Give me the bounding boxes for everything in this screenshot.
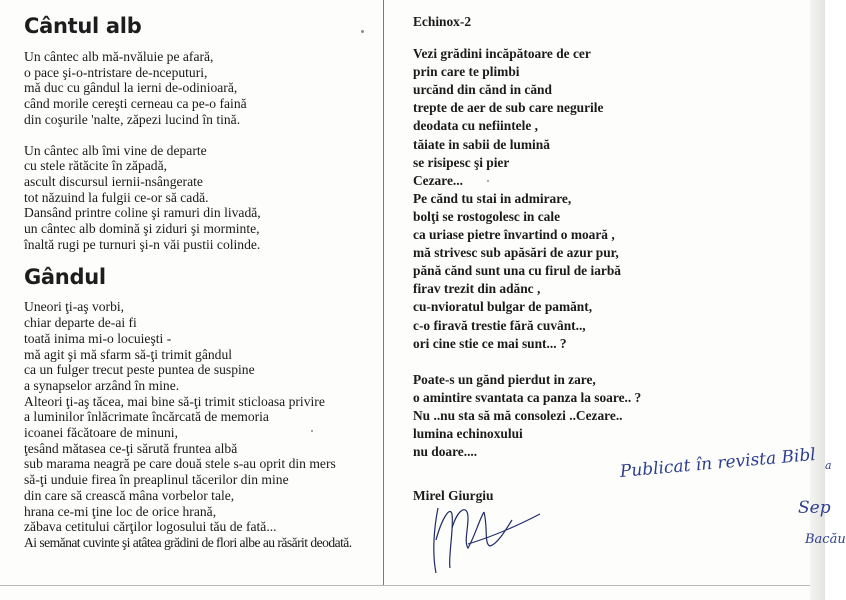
poem-line: o amintire svantata ca panza la soare.. ? bbox=[413, 389, 642, 405]
poem-line: firav trezit din adănc , bbox=[413, 281, 541, 297]
poem-line: înaltă rugi pe turnuri şi-n văi pustii colinde. bbox=[24, 236, 261, 252]
poem-line: tăiate in sabii de lumină bbox=[413, 136, 550, 152]
poem-line: să-ţi unduie firea în preaplinul tăcerilor din mine bbox=[24, 472, 289, 488]
poem-line: tot năzuind la fulgii ce-or să cadă. bbox=[24, 189, 209, 205]
poem-line: ori cine stie ce mai sunt... ? bbox=[413, 335, 567, 351]
poem-line: din coşurile 'nalte, zăpezi lucind în tină. bbox=[24, 111, 241, 127]
poem-line: Pe cănd tu stai in admirare, bbox=[413, 190, 572, 206]
poem-line: mă agit şi mă sfarm să-ţi trimit gândul bbox=[24, 346, 233, 362]
page-bottom-edge bbox=[0, 585, 825, 586]
poem-line: din care să crească mâna vorbelor tale, bbox=[24, 487, 235, 503]
poem-title-cantul-alb: Cântul alb bbox=[24, 14, 142, 38]
left-column bbox=[24, 14, 379, 551]
poem-line: Vezi grădini incăpătoare de cer bbox=[413, 46, 591, 62]
poem1-stanza1 bbox=[24, 49, 379, 128]
scan-speck bbox=[361, 30, 364, 33]
handwritten-line: Sep bbox=[798, 498, 831, 518]
poem-title-echinox: Echinox-2 bbox=[413, 14, 472, 29]
poem-line: trepte de aer de sub care negurile bbox=[413, 100, 604, 116]
handwritten-signature bbox=[428, 478, 548, 578]
scan-speck bbox=[311, 430, 313, 432]
poem-line: Ai semănat cuvinte şi atâtea grădini de flori albe au răsărit deodată. bbox=[24, 534, 352, 550]
poem-line: un cântec alb domină şi ziduri şi morminte, bbox=[24, 221, 260, 237]
poem-line: pănă cănd sunt una cu firul de iarbă bbox=[413, 263, 621, 279]
poem-line: Alteori ţi-aş tăcea, mai bine să-ţi trimit sticloasa privire bbox=[24, 393, 325, 409]
poem-line: a synapselor arzând în mine. bbox=[24, 377, 180, 393]
poem-line: zăbava cetitului cărţilor logosului tău de fată... bbox=[24, 519, 277, 535]
poem-line: Nu ..nu sta să mă consolezi ..Cezare.. bbox=[413, 407, 623, 423]
poem-line: ascult discursul iernii-nsângerate bbox=[24, 173, 203, 189]
poem-line: toată inima mi-o locuieşti - bbox=[24, 330, 172, 346]
poem-line: bolţi se rostogolesc in cale bbox=[413, 208, 561, 224]
scan-speck bbox=[487, 180, 489, 182]
poem-line: Uneori ţi-aş vorbi, bbox=[24, 299, 125, 315]
stanza-gap bbox=[413, 353, 713, 371]
poem-line: lumina echinoxului bbox=[413, 425, 523, 441]
poem-line: ţesând mătasea ce-ţi sărută fruntea albă bbox=[24, 440, 238, 456]
poem-line: Cezare... bbox=[413, 172, 463, 188]
poem-line: hrana ce-mi ţine loc de orice hrană, bbox=[24, 503, 217, 519]
poem-line: deodata cu nefiintele , bbox=[413, 118, 538, 134]
handwritten-line: Bacău bbox=[805, 532, 846, 547]
poem2-body bbox=[24, 299, 379, 550]
right-column bbox=[413, 13, 713, 505]
poem-line: mă duc cu gândul la ierni de-odinioară, bbox=[24, 80, 238, 96]
poem-line: urcănd din cănd in cănd bbox=[413, 82, 552, 98]
poem-line: Poate-s un gănd pierdut in zare, bbox=[413, 371, 596, 387]
poem-line: cu-nvioratul bulgar de pamănt, bbox=[413, 299, 593, 315]
handwritten-note bbox=[619, 444, 846, 547]
author-name: Mirel Giurgiu bbox=[413, 488, 494, 504]
poem-line: Un cântec alb mă-nvăluie pe afară, bbox=[24, 49, 214, 64]
poem-line: cu stele rătăcite în zăpadă, bbox=[24, 158, 168, 174]
poem-line: icoanei făcătoare de minuni, bbox=[24, 425, 178, 441]
poem-line: când morile cereşti cerneau ca pe-o faină bbox=[24, 96, 247, 112]
poem-line: a luminilor înlăcrimate încărcată de memoria bbox=[24, 409, 269, 425]
poem-line: c-o firavă trestie fără cuvânt.., bbox=[413, 317, 586, 333]
poem1-stanza2 bbox=[24, 143, 379, 253]
poem-line: se risipesc şi pier bbox=[413, 154, 510, 170]
poem-line: o pace şi-o-ntristare de-nceputuri, bbox=[24, 64, 208, 80]
poem-line: ca uriase pietre învartind o moară , bbox=[413, 227, 615, 243]
handwritten-mark: a bbox=[825, 459, 832, 472]
poem-line: prin care te plimbi bbox=[413, 64, 520, 80]
stanza-gap bbox=[24, 128, 379, 143]
poem-line: sub marama neagră pe care două stele s-au oprit din mers bbox=[24, 456, 336, 472]
poem-line: mă strivesc sub apăsări de azur pur, bbox=[413, 245, 619, 261]
poem-line: chiar departe de-ai fi bbox=[24, 315, 137, 331]
column-divider bbox=[383, 0, 384, 586]
handwritten-line: Publicat în revista Bibl bbox=[619, 444, 817, 482]
echinox-stanza2 bbox=[413, 371, 713, 461]
poem-line: nu doare.... bbox=[413, 444, 478, 460]
poem-title-gandul: Gândul bbox=[24, 265, 106, 290]
poem-line: Un cântec alb îmi vine de departe bbox=[24, 142, 207, 158]
echinox-stanza1 bbox=[413, 45, 713, 353]
poem-line: ca un fulger trecut peste puntea de suspine bbox=[24, 362, 255, 378]
poem-line: Dansând printre coline şi ramuri din livadă, bbox=[24, 205, 261, 221]
